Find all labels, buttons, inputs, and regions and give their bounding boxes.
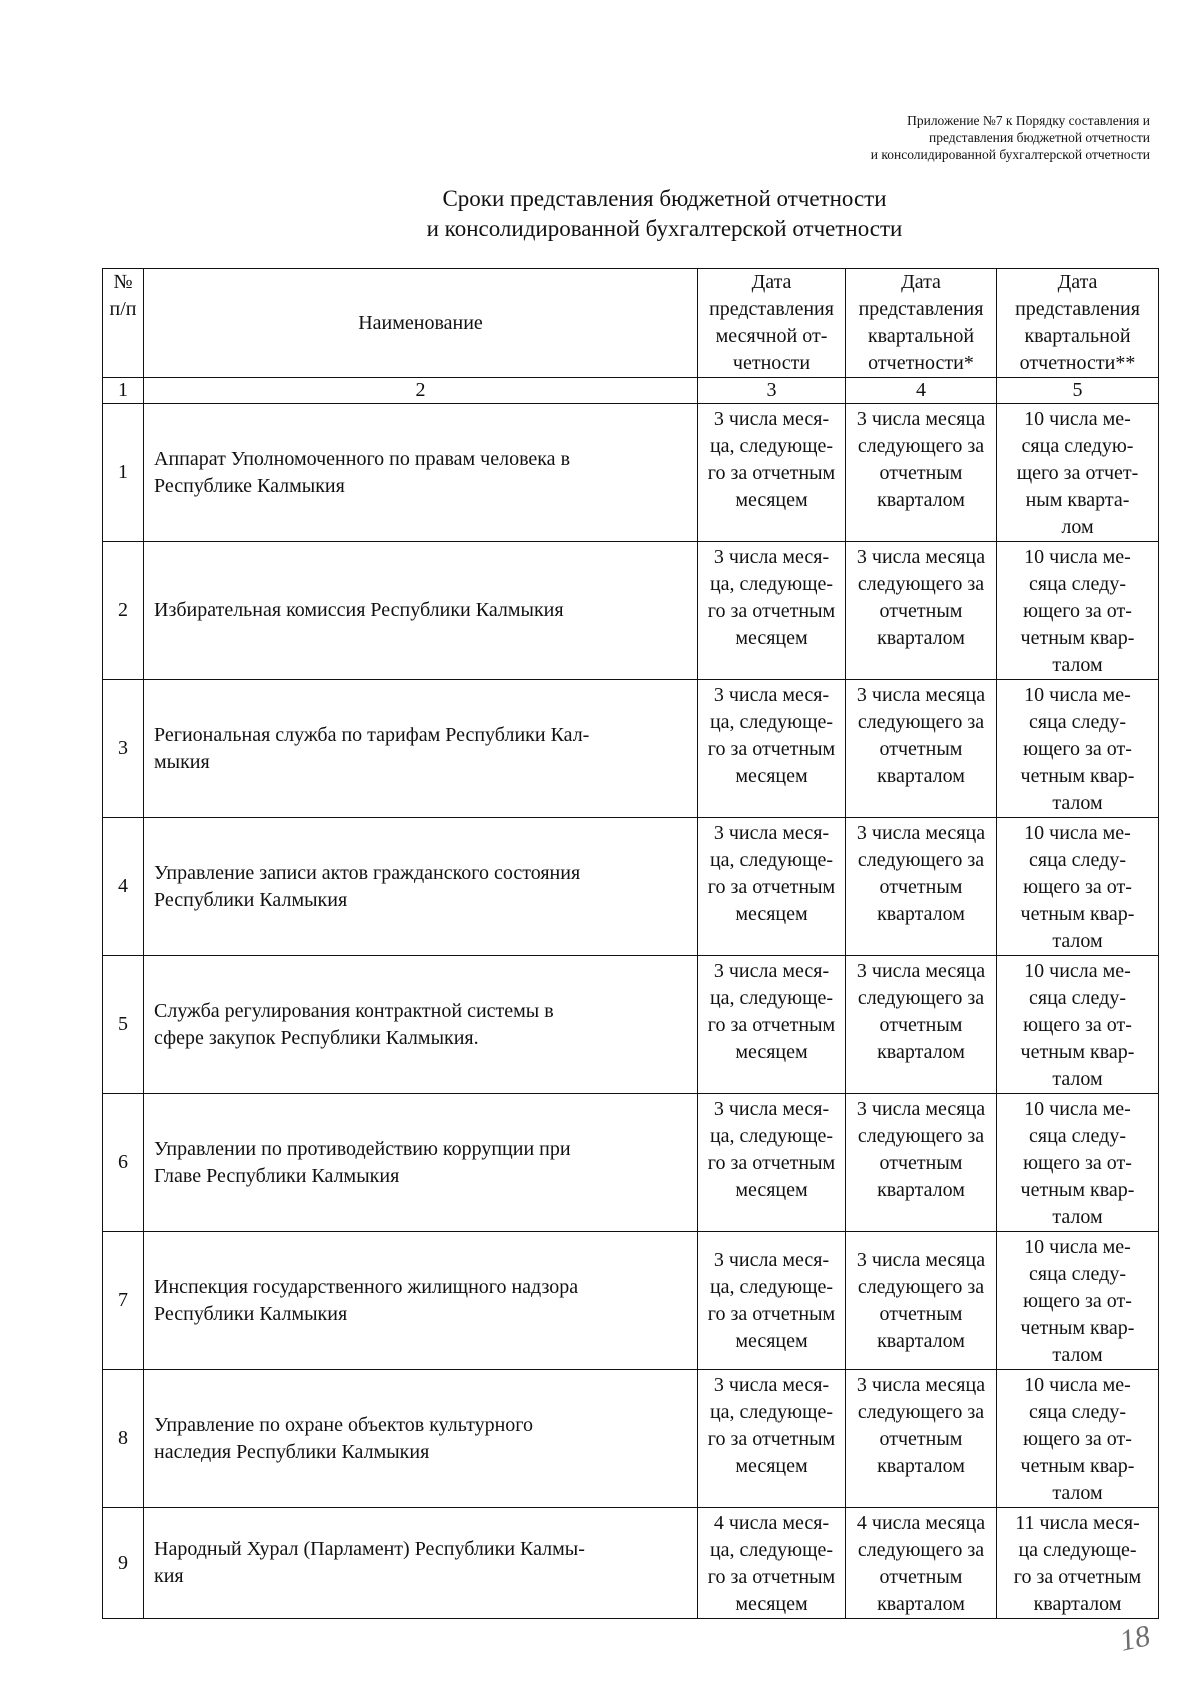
deadline-line: месяцем xyxy=(735,1179,808,1201)
table-row xyxy=(103,1094,1159,1232)
deadline-line: ца, следующе- xyxy=(709,1275,834,1298)
row-number: 2 xyxy=(103,542,144,680)
table-row xyxy=(103,956,1159,1094)
organization-name-line: Главе Республики Калмыкия xyxy=(154,1164,400,1187)
table-row xyxy=(103,818,1159,956)
organization-name-line: наследия Республики Калмыкия xyxy=(154,1440,430,1463)
organization-name xyxy=(144,1370,698,1508)
deadlines-table xyxy=(102,268,1159,1619)
header-quarterly-2: Дата представления квартальной отчетности** xyxy=(997,269,1159,378)
deadline-line: четным квар- xyxy=(1020,1455,1135,1477)
deadline-line: ным кварта- xyxy=(1025,489,1130,511)
deadline-line: кварталом xyxy=(877,1455,965,1477)
quarterly-deadline-1 xyxy=(846,1370,997,1508)
quarterly-deadline-2 xyxy=(997,404,1159,542)
organization-name-line: Народный Хурал (Парламент) Республики Калмы- xyxy=(154,1538,585,1560)
handwritten-page-number: 18 xyxy=(1116,1619,1153,1658)
deadline-line: месяцем xyxy=(735,1455,808,1477)
deadline-line: талом xyxy=(1052,1068,1103,1090)
deadline-line: 3 числа месяца xyxy=(856,408,986,430)
deadline-line: кварталом xyxy=(877,1593,965,1615)
column-number-row xyxy=(103,378,1159,404)
deadline-line: кварталом xyxy=(877,489,965,511)
table-row xyxy=(103,1232,1159,1370)
deadline-line: следующего за xyxy=(857,1275,985,1298)
monthly-deadline xyxy=(698,956,846,1094)
monthly-deadline xyxy=(698,542,846,680)
deadline-line: щего за отчет- xyxy=(1016,462,1139,484)
deadline-line: ющего за от- xyxy=(1023,600,1132,622)
table-row xyxy=(103,1370,1159,1508)
quarterly-deadline-1 xyxy=(846,818,997,956)
quarterly-deadline-1 xyxy=(846,1508,997,1619)
quarterly-deadline-1 xyxy=(846,1232,997,1370)
monthly-deadline xyxy=(698,1094,846,1232)
deadline-line: кварталом xyxy=(877,1329,965,1352)
deadline-line: 3 числа меся- xyxy=(713,1098,830,1120)
deadline-line: месяцем xyxy=(735,903,808,925)
organization-name xyxy=(144,404,698,542)
deadline-line: ца, следующе- xyxy=(709,711,834,733)
title-line-1: Сроки представления бюджетной отчетности xyxy=(442,186,887,211)
monthly-deadline xyxy=(698,680,846,818)
table-row xyxy=(103,1508,1159,1619)
deadline-line: следующего за xyxy=(857,435,985,457)
deadline-line: 11 числа меся- xyxy=(1015,1512,1140,1534)
deadline-line: 3 числа месяца xyxy=(856,1374,986,1396)
deadline-line: го за отчетным xyxy=(707,1428,836,1450)
deadline-line: ца, следующе- xyxy=(709,1125,834,1147)
deadline-line: 3 числа меся- xyxy=(713,1248,830,1271)
row-number: 5 xyxy=(103,956,144,1094)
deadline-line: четным квар- xyxy=(1020,765,1135,787)
organization-name xyxy=(144,1508,698,1619)
header-quarterly-1: Дата представления квартальной отчетности* xyxy=(846,269,997,378)
deadline-line: кварталом xyxy=(877,1041,965,1063)
monthly-deadline xyxy=(698,818,846,956)
deadline-line: сяца следу- xyxy=(1029,1263,1126,1285)
organization-name-line: Республики Калмыкия xyxy=(154,888,348,911)
row-number: 4 xyxy=(103,818,144,956)
deadline-line: ца, следующе- xyxy=(709,849,834,871)
deadline-line: го за отчетным xyxy=(707,876,836,898)
deadline-line: четным квар- xyxy=(1020,1317,1135,1339)
quarterly-deadline-2 xyxy=(997,542,1159,680)
deadline-line: го за отчетным xyxy=(1013,1566,1142,1588)
deadline-line: отчетным xyxy=(879,462,963,484)
deadline-line: 3 числа месяца xyxy=(856,546,986,568)
organization-name xyxy=(144,956,698,1094)
deadline-line: сяца следую- xyxy=(1021,435,1134,457)
deadline-line: 10 числа ме- xyxy=(1024,822,1131,844)
column-number: 2 xyxy=(144,378,698,404)
deadline-line: ющего за от- xyxy=(1023,1014,1132,1036)
deadline-line: го за отчетным xyxy=(707,462,836,484)
deadline-line: 3 числа меся- xyxy=(713,684,830,706)
deadline-line: ющего за от- xyxy=(1023,1152,1132,1174)
deadline-line: 3 числа месяца xyxy=(856,1098,986,1120)
deadline-line: четным квар- xyxy=(1020,903,1135,925)
header-number: № п/п xyxy=(103,269,144,378)
organization-name xyxy=(144,542,698,680)
quarterly-deadline-1 xyxy=(846,956,997,1094)
column-number: 5 xyxy=(997,378,1159,404)
quarterly-deadline-2 xyxy=(997,1232,1159,1370)
deadline-line: 4 числа меся- xyxy=(713,1512,830,1534)
deadline-line: талом xyxy=(1052,930,1103,952)
organization-name-line: Избирательная комиссия Республики Калмыкия xyxy=(154,599,564,621)
organization-name-line: Республике Калмыкия xyxy=(154,474,345,497)
deadline-line: следующего за xyxy=(857,987,985,1009)
quarterly-deadline-2 xyxy=(997,1370,1159,1508)
organization-name-line: Республики Калмыкия xyxy=(154,1302,348,1325)
deadline-line: отчетным xyxy=(879,876,963,898)
monthly-deadline xyxy=(698,404,846,542)
organization-name xyxy=(144,1094,698,1232)
deadline-line: месяцем xyxy=(735,489,808,511)
deadline-line: следующего за xyxy=(857,1401,985,1423)
deadline-line: 3 числа меся- xyxy=(713,960,830,982)
document-title xyxy=(0,184,1200,244)
deadline-line: 10 числа ме- xyxy=(1024,408,1131,430)
deadline-line: сяца следу- xyxy=(1029,987,1126,1009)
organization-name-line: Аппарат Уполномоченного по правам человека в xyxy=(154,447,571,470)
organization-name xyxy=(144,1232,698,1370)
deadline-line: ца, следующе- xyxy=(709,573,834,595)
deadline-line: 10 числа ме- xyxy=(1024,684,1131,706)
deadline-line: лом xyxy=(1061,516,1094,538)
row-number: 3 xyxy=(103,680,144,818)
row-number: 1 xyxy=(103,404,144,542)
deadline-line: кварталом xyxy=(877,765,965,787)
deadline-line: кварталом xyxy=(877,903,965,925)
deadline-line: месяцем xyxy=(735,1329,808,1352)
deadline-line: го за отчетным xyxy=(707,600,836,622)
annex-line-2: представления бюджетной отчетности xyxy=(929,130,1150,145)
deadline-line: месяцем xyxy=(735,1041,808,1063)
header-name: Наименование xyxy=(144,269,698,378)
organization-name-line: кия xyxy=(154,1565,184,1587)
deadline-line: го за отчетным xyxy=(707,1302,836,1325)
quarterly-deadline-1 xyxy=(846,404,997,542)
organization-name-line: мыкия xyxy=(154,750,210,773)
monthly-deadline xyxy=(698,1508,846,1619)
deadline-line: отчетным xyxy=(879,1302,963,1325)
deadline-line: 10 числа ме- xyxy=(1024,960,1131,982)
table-header-row xyxy=(103,269,1159,378)
row-number: 7 xyxy=(103,1232,144,1370)
deadline-line: талом xyxy=(1052,1344,1103,1366)
annex-line-3: и консолидированной бухгалтерской отчетности xyxy=(870,147,1150,162)
deadline-line: 4 числа месяца xyxy=(856,1512,986,1534)
organization-name-line: Инспекция государственного жилищного надзора xyxy=(154,1275,579,1298)
deadline-line: отчетным xyxy=(879,738,963,760)
deadline-line: го за отчетным xyxy=(707,738,836,760)
deadline-line: следующего за xyxy=(857,711,985,733)
quarterly-deadline-2 xyxy=(997,1508,1159,1619)
column-number: 4 xyxy=(846,378,997,404)
deadline-line: кварталом xyxy=(877,627,965,649)
deadline-line: 10 числа ме- xyxy=(1024,546,1131,568)
deadline-line: отчетным xyxy=(879,1428,963,1450)
deadline-line: 10 числа ме- xyxy=(1024,1098,1131,1120)
deadline-line: отчетным xyxy=(879,1566,963,1588)
monthly-deadline xyxy=(698,1232,846,1370)
deadline-line: отчетным xyxy=(879,1014,963,1036)
deadline-line: отчетным xyxy=(879,1152,963,1174)
deadline-line: 3 числа месяца xyxy=(856,822,986,844)
deadline-line: 10 числа ме- xyxy=(1024,1374,1131,1396)
deadline-line: талом xyxy=(1052,654,1103,676)
deadline-line: кварталом xyxy=(1033,1593,1122,1615)
organization-name-line: Служба регулирования контрактной системы в xyxy=(154,999,554,1022)
table-row xyxy=(103,404,1159,542)
row-number: 9 xyxy=(103,1508,144,1619)
deadline-line: 3 числа месяца xyxy=(856,684,986,706)
deadline-line: кварталом xyxy=(877,1179,965,1201)
quarterly-deadline-2 xyxy=(997,1094,1159,1232)
deadline-line: ющего за от- xyxy=(1023,876,1132,898)
deadline-line: ющего за от- xyxy=(1023,738,1132,760)
deadline-line: талом xyxy=(1052,792,1103,814)
deadline-line: талом xyxy=(1052,1482,1103,1504)
deadline-line: ющего за от- xyxy=(1023,1428,1132,1450)
deadline-line: ца, следующе- xyxy=(709,987,834,1009)
quarterly-deadline-2 xyxy=(997,818,1159,956)
deadline-line: го за отчетным xyxy=(707,1152,836,1174)
deadline-line: ца, следующе- xyxy=(709,1539,834,1561)
deadline-line: следующего за xyxy=(857,1539,985,1561)
column-number: 3 xyxy=(698,378,846,404)
annex-note xyxy=(871,112,1150,163)
header-monthly: Дата представления месячной от- четности xyxy=(698,269,846,378)
organization-name-line: сфере закупок Республики Калмыкия. xyxy=(154,1026,479,1049)
deadline-line: сяца следу- xyxy=(1029,849,1126,871)
deadline-line: 3 числа меся- xyxy=(713,546,830,568)
row-number: 6 xyxy=(103,1094,144,1232)
annex-line-1: Приложение №7 к Порядку составления и xyxy=(907,113,1150,128)
deadline-line: ца следующе- xyxy=(1018,1539,1137,1561)
deadline-line: ца, следующе- xyxy=(709,1401,834,1423)
table-row xyxy=(103,542,1159,680)
deadline-line: следующего за xyxy=(857,1125,985,1147)
deadline-line: 10 числа ме- xyxy=(1024,1236,1131,1258)
quarterly-deadline-1 xyxy=(846,542,997,680)
deadline-line: ца, следующе- xyxy=(709,435,834,457)
deadline-line: 3 числа месяца xyxy=(856,960,986,982)
deadline-line: месяцем xyxy=(735,1593,808,1615)
deadline-line: го за отчетным xyxy=(707,1014,836,1036)
deadline-line: четным квар- xyxy=(1020,627,1135,649)
deadline-line: месяцем xyxy=(735,765,808,787)
organization-name-line: Региональная служба по тарифам Республики Кал- xyxy=(154,723,590,746)
organization-name xyxy=(144,680,698,818)
deadline-line: талом xyxy=(1052,1206,1103,1228)
deadline-line: сяца следу- xyxy=(1029,1401,1126,1423)
organization-name-line: Управление записи актов гражданского состояния xyxy=(154,861,581,884)
deadline-line: сяца следу- xyxy=(1029,573,1126,595)
deadline-line: следующего за xyxy=(857,849,985,871)
deadline-line: месяцем xyxy=(735,627,808,649)
deadline-line: сяца следу- xyxy=(1029,711,1126,733)
deadline-line: четным квар- xyxy=(1020,1179,1135,1201)
deadline-line: четным квар- xyxy=(1020,1041,1135,1063)
column-number: 1 xyxy=(103,378,144,404)
deadline-line: 3 числа меся- xyxy=(713,408,830,430)
organization-name-line: Управлении по противодействию коррупции при xyxy=(154,1137,571,1160)
quarterly-deadline-1 xyxy=(846,1094,997,1232)
deadline-line: 3 числа меся- xyxy=(713,1374,830,1396)
deadline-line: 3 числа меся- xyxy=(713,822,830,844)
deadline-line: 3 числа месяца xyxy=(856,1248,986,1271)
deadline-line: сяца следу- xyxy=(1029,1125,1126,1147)
monthly-deadline xyxy=(698,1370,846,1508)
quarterly-deadline-1 xyxy=(846,680,997,818)
row-number: 8 xyxy=(103,1370,144,1508)
quarterly-deadline-2 xyxy=(997,680,1159,818)
organization-name-line: Управление по охране объектов культурного xyxy=(154,1413,534,1436)
deadline-line: го за отчетным xyxy=(707,1566,836,1588)
deadline-line: следующего за xyxy=(857,573,985,595)
organization-name xyxy=(144,818,698,956)
quarterly-deadline-2 xyxy=(997,956,1159,1094)
table-row xyxy=(103,680,1159,818)
title-line-2: и консолидированной бухгалтерской отчетности xyxy=(426,216,903,241)
deadline-line: отчетным xyxy=(879,600,963,622)
deadline-line: ющего за от- xyxy=(1023,1290,1132,1312)
